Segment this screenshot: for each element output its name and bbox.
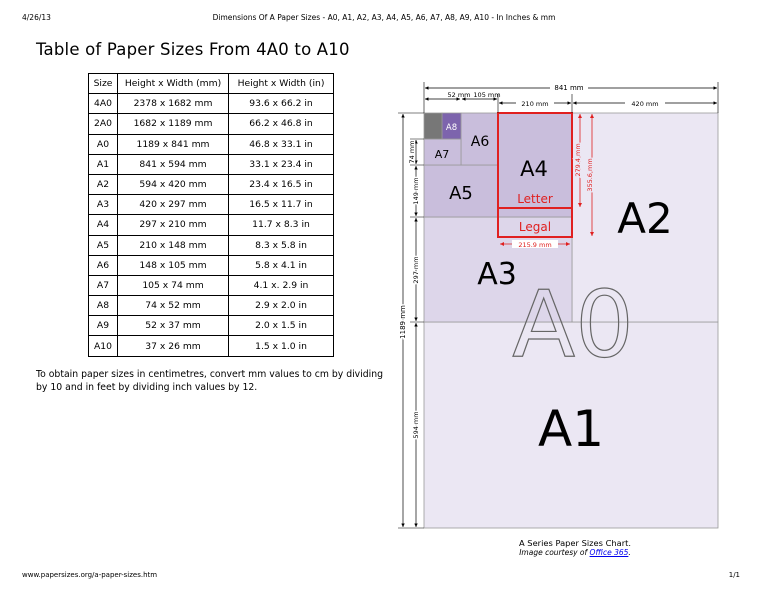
page-title: Table of Paper Sizes From 4A0 to A10 bbox=[36, 40, 350, 59]
table-row bbox=[89, 275, 334, 295]
table-cell: A8 bbox=[89, 296, 118, 316]
label-a8: A8 bbox=[445, 123, 458, 133]
table-row bbox=[89, 235, 334, 255]
table-cell: 841 x 594 mm bbox=[118, 154, 229, 174]
column-header-in: Height x Width (in) bbox=[229, 74, 334, 94]
label-a7: A7 bbox=[434, 148, 450, 161]
table-header-row bbox=[89, 74, 334, 94]
table-cell: 46.8 x 33.1 in bbox=[229, 134, 334, 154]
table-cell: 74 x 52 mm bbox=[118, 296, 229, 316]
table-row bbox=[89, 114, 334, 134]
table-cell: 297 x 210 mm bbox=[118, 215, 229, 235]
table-row bbox=[89, 134, 334, 154]
label-a1: A1 bbox=[537, 400, 605, 458]
header-date: 4/26/13 bbox=[22, 13, 51, 22]
table-cell: 210 x 148 mm bbox=[118, 235, 229, 255]
table-cell: 11.7 x 8.3 in bbox=[229, 215, 334, 235]
caption-title: A Series Paper Sizes Chart. bbox=[518, 538, 632, 548]
caption-credit-suffix: . bbox=[628, 548, 631, 557]
table-cell: 37 x 26 mm bbox=[118, 336, 229, 356]
column-header-mm: Height x Width (mm) bbox=[118, 74, 229, 94]
footer-page-number: 1/1 bbox=[728, 571, 740, 579]
label-a0: A0 bbox=[512, 271, 634, 378]
column-header-size: Size bbox=[89, 74, 118, 94]
table-cell: 33.1 x 23.4 in bbox=[229, 154, 334, 174]
table-cell: 93.6 x 66.2 in bbox=[229, 94, 334, 114]
label-a4: A4 bbox=[520, 157, 548, 181]
table-cell: 4.1 x. 2.9 in bbox=[229, 275, 334, 295]
header-title: Dimensions Of A Paper Sizes - A0, A1, A2, A3, A4, A5, A6, A7, A8, A9, A10 - In Inches & mm bbox=[212, 13, 556, 22]
dim-legal-height-label: 355.6 mm bbox=[586, 158, 594, 192]
table-row bbox=[89, 94, 334, 114]
label-a6: A6 bbox=[470, 134, 490, 150]
table-cell: 594 x 420 mm bbox=[118, 174, 229, 194]
label-a2: A2 bbox=[617, 194, 673, 243]
table-cell: A4 bbox=[89, 215, 118, 235]
label-legal: Legal bbox=[518, 220, 552, 234]
footer-url: www.papersizes.org/a-paper-sizes.htm bbox=[22, 571, 158, 579]
dim-letter-width-label: 215.9 mm bbox=[518, 241, 552, 249]
table-row bbox=[89, 154, 334, 174]
table-cell: 2378 x 1682 mm bbox=[118, 94, 229, 114]
dim-letter-height-label: 279.4 mm bbox=[574, 143, 582, 177]
table-cell: A0 bbox=[89, 134, 118, 154]
table-cell: A3 bbox=[89, 195, 118, 215]
table-cell: A10 bbox=[89, 336, 118, 356]
table-row bbox=[89, 174, 334, 194]
table-cell: 66.2 x 46.8 in bbox=[229, 114, 334, 134]
table-cell: 23.4 x 16.5 in bbox=[229, 174, 334, 194]
table-cell: A5 bbox=[89, 235, 118, 255]
dim-297-mm-label: 297 mm bbox=[412, 256, 420, 284]
label-letter: Letter bbox=[517, 192, 553, 206]
dim-149-mm-label: 149 mm bbox=[412, 177, 420, 205]
table-cell: 2.9 x 2.0 in bbox=[229, 296, 334, 316]
table-row bbox=[89, 316, 334, 336]
dim-total-width-label: 841 mm bbox=[554, 84, 584, 92]
table-cell: 8.3 x 5.8 in bbox=[229, 235, 334, 255]
dim-420-mm-label: 420 mm bbox=[631, 100, 659, 108]
office-365-link[interactable]: Office 365 bbox=[589, 548, 629, 557]
paper-size-table bbox=[88, 73, 334, 357]
label-a3: A3 bbox=[477, 257, 517, 292]
table-cell: 420 x 297 mm bbox=[118, 195, 229, 215]
table-cell: 2A0 bbox=[89, 114, 118, 134]
table-cell: 148 x 105 mm bbox=[118, 255, 229, 275]
table-cell: A2 bbox=[89, 174, 118, 194]
table-cell: 1682 x 1189 mm bbox=[118, 114, 229, 134]
dim-105-mm-label: 105 mm bbox=[473, 91, 501, 99]
table-cell: 52 x 37 mm bbox=[118, 316, 229, 336]
table-cell: 2.0 x 1.5 in bbox=[229, 316, 334, 336]
table-row bbox=[89, 296, 334, 316]
table-row bbox=[89, 255, 334, 275]
dim-52-mm-label: 52 mm bbox=[447, 91, 471, 99]
dim-74-mm-label: 74 mm bbox=[408, 140, 416, 164]
caption-credit bbox=[425, 548, 725, 558]
table-cell: 16.5 x 11.7 in bbox=[229, 195, 334, 215]
diagram-caption bbox=[425, 538, 725, 558]
a-series-diagram bbox=[390, 78, 730, 534]
table-cell: A1 bbox=[89, 154, 118, 174]
table-cell: A9 bbox=[89, 316, 118, 336]
table-row bbox=[89, 215, 334, 235]
table-cell: 105 x 74 mm bbox=[118, 275, 229, 295]
table-cell: 5.8 x 4.1 in bbox=[229, 255, 334, 275]
conversion-note: To obtain paper sizes in centimetres, convert mm values to cm by dividing by 10 and in feet by dividing inch values by 12. bbox=[36, 369, 384, 393]
region-a9-a10 bbox=[424, 113, 442, 139]
table-row bbox=[89, 336, 334, 356]
dim-594-mm-label: 594 mm bbox=[412, 411, 420, 439]
table-cell: A7 bbox=[89, 275, 118, 295]
table-cell: 4A0 bbox=[89, 94, 118, 114]
caption-credit-prefix: Image courtesy of bbox=[519, 548, 588, 557]
table-cell: 1189 x 841 mm bbox=[118, 134, 229, 154]
dim-210-mm-label: 210 mm bbox=[521, 100, 549, 108]
table-cell: A6 bbox=[89, 255, 118, 275]
label-a5: A5 bbox=[449, 183, 473, 204]
table-row bbox=[89, 195, 334, 215]
dim-total-height-label: 1189 mm bbox=[399, 305, 407, 339]
table-cell: 1.5 x 1.0 in bbox=[229, 336, 334, 356]
